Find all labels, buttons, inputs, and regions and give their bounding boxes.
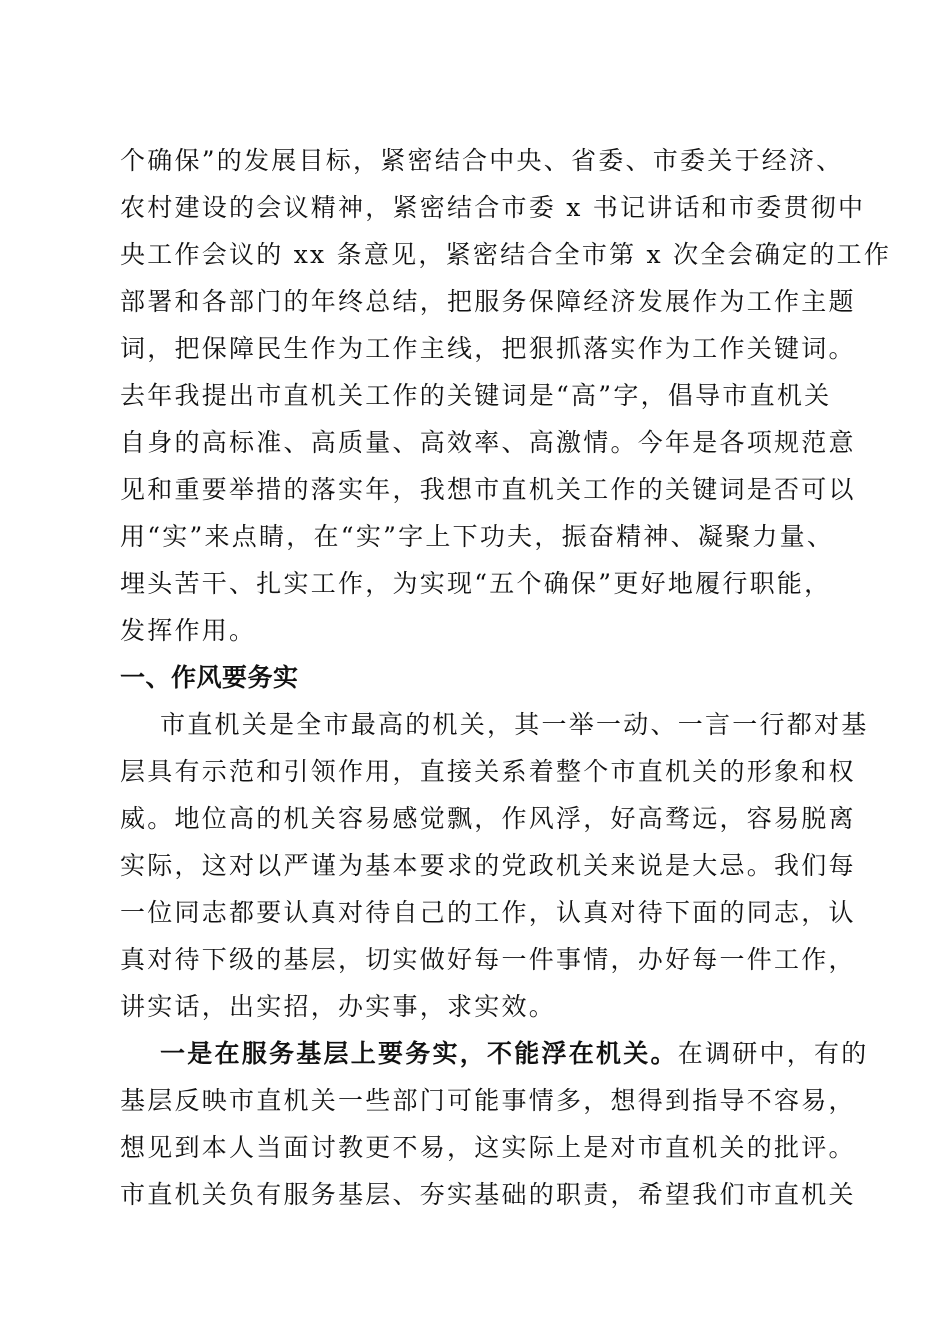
paragraph-line: 去年我提出市直机关工作的关键词是“高”字，倡导市直机关 <box>120 381 832 410</box>
subheading-continuation: 在调研中，有的 <box>677 1039 869 1068</box>
paragraph-line: 词，把保障民生作为工作主线，把狠抓落实作为工作关键词。 <box>120 334 856 363</box>
paragraph-line: 基层反映市直机关一些部门可能事情多，想得到指导不容易， <box>120 1086 856 1115</box>
paragraph-line: 部署和各部门的年终总结，把服务保障经济发展作为工作主题 <box>120 287 856 316</box>
paragraph-line: 见和重要举措的落实年，我想市直机关工作的关键词是否可以 <box>120 475 856 504</box>
paragraph-line: 农村建设的会议精神，紧密结合市委 x 书记讲话和市委贯彻中 <box>120 193 866 222</box>
subheading-line <box>160 1041 869 1066</box>
paragraph-line: 真对待下级的基层，切实做好每一件事情，办好每一件工作， <box>120 945 856 974</box>
paragraph-line: 央工作会议的 xx 条意见，紧密结合全市第 x 次全会确定的工作 <box>120 240 892 269</box>
paragraph-line: 市直机关负有服务基层、夯实基础的职责，希望我们市直机关 <box>120 1180 856 1209</box>
paragraph-line: 个确保”的发展目标，紧密结合中央、省委、市委关于经济、 <box>120 146 844 175</box>
paragraph-line: 埋头苦干、扎实工作，为实现“五个确保”更好地履行职能， <box>120 569 832 598</box>
paragraph-line: 层具有示范和引领作用，直接关系着整个市直机关的形象和权 <box>120 757 856 786</box>
paragraph-line: 用“实”来点睛，在“实”字上下功夫，振奋精神、凝聚力量、 <box>120 522 835 551</box>
paragraph-line: 想见到本人当面讨教更不易，这实际上是对市直机关的批评。 <box>120 1133 856 1162</box>
paragraph-line: 发挥作用。 <box>120 616 257 645</box>
section-heading: 一、作风要务实 <box>120 663 299 692</box>
paragraph-line: 实际，这对以严谨为基本要求的党政机关来说是大忌。我们每 <box>120 851 856 880</box>
paragraph-line: 市直机关是全市最高的机关，其一举一动、一言一行都对基 <box>160 710 869 739</box>
paragraph-line: 自身的高标准、高质量、高效率、高激情。今年是各项规范意 <box>120 428 856 457</box>
paragraph-line: 讲实话，出实招，办实事，求实效。 <box>120 992 557 1021</box>
paragraph-line: 威。地位高的机关容易感觉飘，作风浮，好高骛远，容易脱离 <box>120 804 856 833</box>
paragraph-line: 一位同志都要认真对待自己的工作，认真对待下面的同志，认 <box>120 898 856 927</box>
subheading-text: 一是在服务基层上要务实，不能浮在机关。 <box>160 1039 678 1068</box>
